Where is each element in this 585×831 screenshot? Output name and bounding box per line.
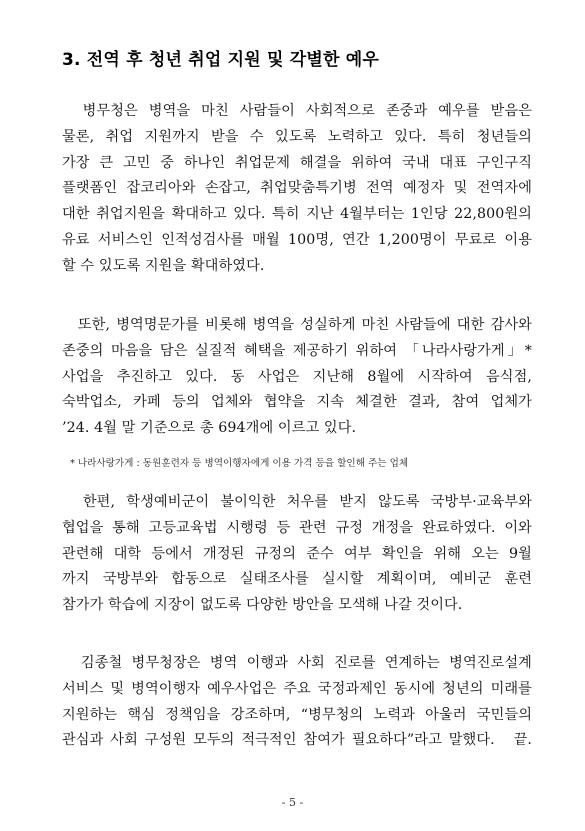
- paragraph-line: 김종철 병무청장은 병역 이행과 사회 진로를 연계하는 병역진로설계: [62, 655, 532, 671]
- paragraph-line: 병무청은 병역을 마친 사람들이 사회적으로 존중과 예우를 받음은: [62, 103, 532, 119]
- paragraph-line: 한편, 학생예비군이 불이익한 처우를 받지 않도록 국방부·교육부와: [62, 494, 532, 510]
- paragraph-line: 지원하는 핵심 정책임을 강조하며, “병무청의 노력과 아울러 국민들의: [62, 706, 532, 723]
- paragraph-nara-sarang-store: [62, 313, 532, 442]
- paragraph-line: 물론, 취업 지원까지 받을 수 있도록 노력하고 있다. 특히 청년들의: [62, 128, 532, 145]
- paragraph-commissioner-remarks: [62, 651, 532, 754]
- section-heading: 3. 전역 후 청년 취업 지원 및 각별한 예우: [62, 50, 379, 70]
- paragraph-line: 존중의 마음을 담은 실질적 혜택을 제공하기 위하여 「나라사랑가게」*: [62, 342, 532, 359]
- page-number: - 5 -: [281, 796, 304, 809]
- paragraph-line: 관심과 사회 구성원 모두의 적극적인 참여가 필요하다”라고 말했다. 끝.: [62, 732, 532, 749]
- paragraph-line: 할 수 있도록 지원을 확대하였다.: [62, 257, 265, 274]
- paragraph-line: 협업을 통해 고등교육법 시행령 등 관련 규정 개정을 완료하였다. 이와: [62, 519, 532, 536]
- footnote: * 나라사랑가게 : 동원훈련자 등 병역이행자에게 이용 가격 등을 할인해 주는 업체: [70, 458, 409, 469]
- paragraph-line: 또한, 병역명문가를 비롯해 병역을 성실하게 마친 사람들에 대한 감사와: [62, 317, 532, 333]
- paragraph-line: 서비스 및 병역이행자 예우사업은 주요 국정과제인 동시에 청년의 미래를: [62, 680, 532, 697]
- paragraph-line: 플랫폼인 잡코리아와 손잡고, 취업맞춤특기병 전역 예정자 및 전역자에: [62, 180, 532, 197]
- paragraph-line: 유료 서비스인 인적성검사를 매월 100명, 연간 1,200명이 무료로 이용: [62, 231, 532, 248]
- paragraph-line: ’24. 4월 말 기준으로 총 694개에 이르고 있다.: [62, 420, 357, 437]
- paragraph-line: 대한 취업지원을 확대하고 있다. 특히 지난 4월부터는 1인당 22,800원의: [62, 206, 532, 223]
- paragraph-line: 가장 큰 고민 중 하나인 취업문제 해결을 위하여 국내 대표 구인구직: [62, 154, 532, 171]
- paragraph-employment-support: [62, 99, 532, 280]
- paragraph-line: 숙박업소, 카페 등의 업체와 협약을 지속 체결한 결과, 참여 업체가: [62, 394, 532, 411]
- paragraph-line: 사업을 추진하고 있다. 동 사업은 지난해 8월에 시작하여 음식점,: [62, 368, 532, 385]
- paragraph-student-reserve: [62, 490, 532, 619]
- paragraph-line: 까지 국방부와 합동으로 실태조사를 실시할 계획이며, 예비군 훈련: [62, 571, 532, 588]
- paragraph-line: 관련해 대학 등에서 개정된 규정의 준수 여부 확인을 위해 오는 9월: [62, 545, 532, 562]
- paragraph-line: 참가가 학습에 지장이 없도록 다양한 방안을 모색해 나갈 것이다.: [62, 597, 463, 614]
